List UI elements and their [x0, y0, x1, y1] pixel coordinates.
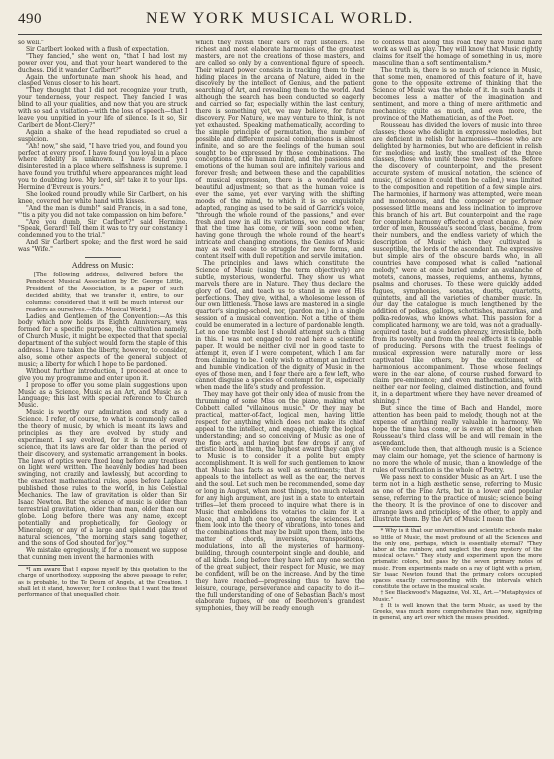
paragraph: Without further introduction, I proceed at once to give you my programme and enter upon it. [18, 367, 188, 382]
column-3 [373, 40, 542, 751]
paragraph: Again a shake of the head repudiated so cruel a suspicion. [18, 128, 188, 143]
masthead-title: NEW YORK MUSICAL WORLD. [145, 10, 415, 27]
footnote-divider [18, 565, 66, 566]
paragraph: The truth is, there is so much of science in Music, that some men, enamored of this feature of it, have gone to the opposite extreme of thinking that the Science of Music was the whole of it. In such hands it becomes less a matter of the imagination and sentiment, and more a thing of mere arithmetic and mechanics; quite as much, and even more, the province of the Mathematician, as of the Poet. [372, 66, 542, 122]
page-number: 490 [18, 11, 42, 27]
section-divider [85, 257, 121, 258]
paragraph: Music is worthy our admiration and study as a Science. I refer, of course, to what is commonly called the theory of music, by which is meant its laws and principles as they are evolved by study and experiment. I say evolved, for it is true of every science, that its laws are far older than the period of their discovery, and systematic arrangement in books. The laws of optics were fixed long before any treatises on light were written. The heavenly bodies had been swinging, not crazily and lawlessly, but according to the exactest mathematical rules, ages before Laplace published those rules to the world, in his Celestial Mechanics. The law of gravitation is older than Sir Isaac Newton. But the science of music is older than terrestrial gravitation, older than man, older than our globe. Long before there was any name, except potentially and prophetically, for Geology or Mineralogy, or any of a large and splendid galaxy of natural sciences, "the morning stars sang together, and the sons of God shouted for joy."* [18, 409, 188, 548]
paragraph: "They fancied," she went on, "that I had lost my power over you, and that your heart wandered to the duchess. Did it wander Carlbert?" [18, 52, 188, 74]
paragraph: which they ravish their ears of rapt listeners. The richest and most elaborate harmonies of the greatest masters, are not the creations of those masters, and are called so only by a conventional figure of speech. Their wizard power consists in tracking them to their hiding places in the arcana of Nature, aided in the discovery by the intellect of Genius, and the patient searching of Art, and revealing them to the world. And although the search has been conducted so eagerly and carried so far, especially within the last century, there is something yet, we may believe, for future discovery. For Nature, we may venture to think, is not yet exhausted. Speaking mathematically, according to the simple principle of permutation, the number of possible and different musical combinations is almost infinite, and so are the feelings of the human soul sought to be expressed by those combinations. The conceptions of the human mind, and the passions and emotions of the human soul are infinitely various and forever fresh; and between these and the capabilities of musical expression, there is a wonderful and beautiful adjustment; so that as the human voice is ever the same, yet ever varying with the shifting moods of the mind, to which it is so exquisitely adapted, ranging as used to be said of Garrick's voice, "through the whole round of the passions," and ever fresh and new in all its variations, we need not fear that the time has come, or will soon come when, having gone through the whole round of the heart's intricate and changing emotions, the Genius of Music may as well cease to struggle for new forms, and content itself with dull repetition and servile imitation. [195, 40, 365, 261]
column-1 [18, 40, 187, 751]
footnote: *I am aware that I expose myself by this quotation to the charge of unorthodoxy. supposing the above passage to refer, as is probable, to the Te Deum of Angels, at the Creation. I shall let it stand, however, for I confess that I want the finest performance of that unequalled choir. [18, 567, 188, 598]
paragraph: "Ah! now," she said, "I have tried you, and found you perfect at every proof. I have found you loyal in a place where fidelity is unknown. I have found you disinterested in a place where selfishness is supreme. I have found you truthful where appearances might lead you to doubting love. My lord, sir! take it to your lips. Hermine d'Evreux is yours." [18, 142, 188, 192]
paragraph: "And the man is dumb!" said Francis, in a sad tone, "'tis a pity you did not take compassion on him before." [18, 204, 188, 219]
paragraph: so well." [18, 40, 44, 46]
footnote: † See Blackwood's Magazine, Vol. XL, Art.—"Metaphysics of Music." [372, 590, 542, 603]
paragraph: They may have got their only idea of music from the thrumming of some Miss on the piano, making what Cobbett called "villainous music." Or they may be practical, matter-of-fact, logical men, having little respect for anything which does not make its chief appeal to the intellect, and engage, chiefly the logical understanding; and so conceiving of Music as one of the fine arts, and having but few drops if any, of artistic blood in them, the highest award they can give to Music is to consider it a polite but empty accomplishment. It is well for such gentlemen to know that Music has facts as well as sentiments; that it appeals to the intellect as well as the ear, the nerves and the soul. Let such men be recommended, some day or long in August, when most things, too much relaxed for any high argument, are just in a state to entertain trifles—let them proceed to inquire what there is in Music that emboldens its votaries to claim for it a place, and a high one too, among the sciences. Let them look into the theory of vibrations, into tones and the combinations that may be built upon them, into the matter of chords, inversions, transpositions, modulations, into all the mysteries of harmony-building, through counterpoint single and double, and of all kinds. Long before they have left any one section of the great subject, their respect for Music, we may be confident, will be on the increase. And by the time they have reached—progressing thus to have the leisure, courage, perseverance and capacity to do it—the full understanding of one of Sebastian Bach's most elaborate fugues, or one of Beethoven's grandest symphonies, they will be ready enough [195, 391, 365, 613]
paragraph: She looked round proudly while Sir Carlbert, on his knee, covered her white hand with kisses. [18, 190, 188, 205]
article-heading: Address on Music: [71, 261, 134, 271]
paragraph: And Sir Carlbert spoke; and the first word he said was "Wife." [18, 239, 188, 254]
text-columns [18, 40, 542, 751]
paragraph: Rousseau has divided the lovers of music into three classes; those who delight in expressive melodies, but are deficient in relish for harmonies—those who are delighted by harmonies, but who are deficient in relish for melodies; and lastly, the smallest of the three classes, those who unite these two requisites. Before the discovery of counterpoint, and the present accurate system of musical notation, the science of music, (if science it could then be called,) was limited to the composition and repetition of a few simple airs. The harmonies, if harmony was attempted, were mean and monotonous, and the composer or performer possessed little means and less inclination to improve this branch of his art. But counterpoint and the rage for complete harmony effected a great change. A new order of men, Rousseau's second class, became, from their numbers, and the endless variety of which the description of Music which they cultivated is susceptible, the lords of the ascendant. The expressive but simple airs of the obscure bards who, in all countries have composed what is called "national melody," were at once buried under an avalanche of motets, canons, masses, requiems, anthems, hymns, psalms and choruses. To these were quickly added fugues, symphonies, sonatas, duetts, quartetts, quintetts, and all the varieties of chamber music. In our day the catalogue is much lengthened by the addition of polkas, gallops, schottishes, mazurkas, and polka-redowas, who knows what. This passion for a complicated harmony, we are told, was not a gradually-acquired taste, but a sudden phrenzy, irresistible, both from its novelty and from the real effects it is capable of producing. Persons with the truest feelings of musical expression were naturally more or less captivated like others, by the excitement of harmonious accompaniment. Those whose feelings were in the ear alone, of course rushed forward to claim pre-eminence; and even mathematicians, with neither ear nor feeling, claimed distinction, and found it, in a department where they have never dreamed of shining.† [372, 121, 542, 406]
paragraph: Again the unfortunate man shook his head, and clasped Venus closer to his heart. [18, 73, 188, 88]
paragraph: I propose to offer you some plain suggestions upon Music as a Science, Music as an Art, and Music as a Language; this last with special reference to Church Music. [18, 381, 188, 410]
paragraph: Ladies and Gentlemen of the Convention:—As this body which now holds its Eighth Anniversary, was formed for a specific purpose, the cultivation namely, of Church Music, it might be expected that that special department of the subject would form the staple of this address. I have taken the liberty, however, to consider, also, some other aspects of the general subject of music; a liberty for which I hope to be pardoned. [18, 312, 188, 368]
paragraph: "Are you dumb, Sir Carlbert?" said Hermine. "Speak, Gerard! Tell them it was to try our constancy I condemned you to the trial." [18, 218, 188, 240]
paragraph: Sir Carlbert looked with a flush of expectation. [26, 45, 169, 53]
page-header [18, 10, 542, 35]
column-2 [195, 40, 364, 751]
editorial-note: [The following address, delivered before the Penobscot Musical Association by Dr. George Little, President of the Association, is a paper of such decided ability, that we transfer it, entire, to our columns: considered that it will be much interest our readers as ourselves.—Eds. Musical World.] [26, 272, 184, 313]
footnote: * Why is it that our universities and scientific schools make so little of Music, the most profound of all the Sciences and the only one, perhaps, which is essentially eternal? "They labor at the rainbow, and neglect the deep mystery of the musical octave." They study and experiment upon the more prismatic colors, but pass by the seven primary notes of music. From experiments made on a ray of light with a prism, Sir Isaac Newton found that the primary colors occupied spaces exactly corresponding with the intervals which constitute the octave in the musical scale. [372, 528, 542, 591]
paragraph: "They thought that I did not recognize your truth, your tenderness, your respect. They fancied I was blind to all your qualities, and now that you are struck with so sad a visitation—with the loss of speech—that I leave you unpitied in your life of silence. Is it so, Sir Carlbert de Mont-Clery?" [18, 87, 188, 129]
footnote-divider [373, 526, 421, 527]
paragraph: But since the time of Bach and Handel, more attention has been paid to melody, though not at the expense of anything really valuable in harmony. We hope the time has come, or is even at the door, when Rousseau's third class will be and will remain in the ascendant. [372, 405, 542, 447]
footnote: ‡ It is well known that the term Music, as used by the Greeks, was much more comprehensive than now, signifying in general, any art over which the muses presided. [372, 602, 542, 622]
paragraph: The principles and laws which constitute the Science of Music (using the term objectively) are subtle, mysterious, wonderful. They show us what marvels there are in Nature. They thus declare the glory of God, and teach us to stand in awe of His perfections. They give, withal, a wholesome lesson of our own littleness. Those laws are mastered in a single quarter's singing-school, nor, (pardon me,) in a single session of a musical convention. Not a tithe of them could be enumerated in a lecture of pardonable length. Let no one tremble lest I should attempt such a thing in this. I was not engaged to read here a scientific paper. It would be neither civil nor in good taste to attempt it, even if I were competent, which I am far from claiming to be. I only wish to attempt an indirect and humble vindication of the dignity of Music in the eyes of those men, and I fear there are a few left, who cannot disguise a species of contempt for it, especially when made the life's study and profession. [195, 260, 365, 392]
paragraph: We conclude then, that although music is a Science may claim our homage, yet the science of harmony is no more the whole of music, than a knowledge of the rules of versification is the whole of Poetry. [372, 446, 542, 475]
paragraph: We pass next to consider Music as an Art. I use the term not in a high æsthetic sense, referring to Music as one of the Fine Arts, but in a lower and popular sense, referring to the practice of music; science being the theory. It is the province of one to discover and arrange laws and principles; of the other, to apply and illustrate them. By the Art of Music I mean the [372, 474, 542, 523]
paragraph: We mistake egregiously, if for a moment we suppose that cunning men invent the harmonies with [18, 547, 188, 562]
paragraph: to confess that along this road they have found hard work as well as play. They will know that Music rightly claims for itself the homage of something in us, more masculine than a soft sentimentalism.* [372, 40, 542, 67]
